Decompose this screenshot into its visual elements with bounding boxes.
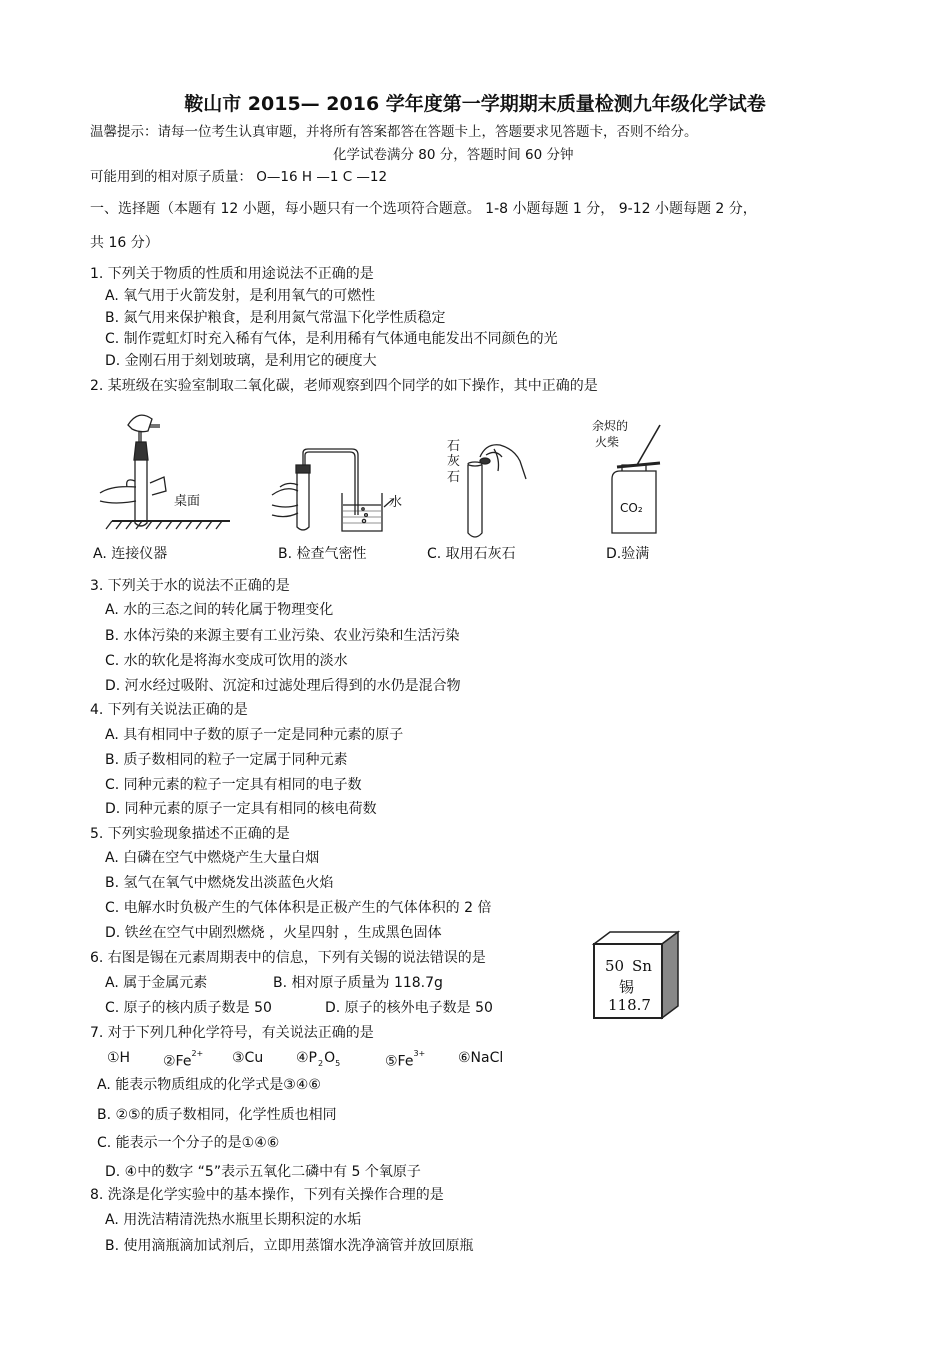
fig-c-take-limestone (468, 445, 526, 537)
fig-c-label-2: 灰 (447, 454, 461, 469)
q7-symbol-6: ⑥NaCl (458, 1050, 504, 1066)
q6-option-d: D. 原子的核外电子数是 50 (325, 1000, 493, 1016)
tile-symbol: Sn (632, 957, 652, 975)
fig-b-check-airtightness (272, 449, 393, 531)
fig-d-check-full (612, 425, 660, 533)
q6-option-a: A. 属于金属元素 (105, 975, 208, 991)
q7-option-d: D. ④中的数字 “5”表示五氧化二磷中有 5 个氧原子 (105, 1164, 421, 1180)
q7-symbol-2: $②Fe^{2+}$ (163, 1049, 204, 1070)
q8-option-a: A. 用洗洁精清洗热水瓶里长期积淀的水垢 (105, 1212, 362, 1228)
q1-option-c: C. 制作霓虹灯时充入稀有气体，是利用稀有气体通电能发出不同颜色的光 (105, 331, 558, 347)
q5-option-a: A. 白磷在空气中燃烧产生大量白烟 (105, 850, 320, 866)
q4-option-a: A. 具有相同中子数的原子一定是同种元素的原子 (105, 727, 404, 743)
q5-option-c: C. 电解水时负极产生的气体体积是正极产生的气体体积的 2 倍 (105, 900, 492, 916)
q1-option-a: A. 氧气用于火箭发射，是利用氧气的可燃性 (105, 288, 376, 304)
q3-option-c: C. 水的软化是将海水变成可饮用的淡水 (105, 653, 348, 669)
fig-d-caption: D.验满 (606, 546, 650, 562)
tin-element-tile (588, 930, 684, 1022)
fig-c-caption: C. 取用石灰石 (427, 546, 516, 562)
fig-d-label-1: 余烬的 (592, 419, 629, 433)
q2-figures (0, 405, 950, 570)
q3-stem: 3. 下列关于水的说法不正确的是 (90, 578, 290, 594)
q7-symbol-4: $④P_2O_5$ (296, 1050, 341, 1068)
fig-a-caption: A. 连接仪器 (93, 546, 168, 562)
q7-symbol-3: ③Cu (232, 1050, 264, 1066)
section-heading: 一、选择题（本题有 12 小题，每小题只有一个选项符合题意。 1-8 小题每题 1 分， 9-12 小题每题 2 分， (90, 201, 757, 217)
q4-stem: 4. 下列有关说法正确的是 (90, 702, 248, 718)
fig-c-label-3: 石 (447, 470, 461, 485)
q4-option-b: B. 质子数相同的粒子一定属于同种元素 (105, 752, 348, 768)
atomic-mass-text: 可能用到的相对原子质量： O—16 H —1 C —12 (90, 169, 388, 185)
q7-stem: 7. 对于下列几种化学符号，有关说法正确的是 (90, 1025, 374, 1041)
q5-option-d: D. 铁丝在空气中剧烈燃烧 ，火星四射 ，生成黑色固体 (105, 925, 442, 941)
tile-mass: 118.7 (608, 996, 651, 1014)
q8-stem: 8. 洗涤是化学实验中的基本操作，下列有关操作合理的是 (90, 1187, 444, 1203)
q3-option-b: B. 水体污染的来源主要有工业污染、农业污染和生活污染 (105, 628, 460, 644)
fig-a-connect-apparatus (100, 415, 230, 529)
fig-b-caption: B. 检查气密性 (278, 546, 367, 562)
fig-d-gas-label: CO₂ (620, 501, 643, 515)
q5-stem: 5. 下列实验现象描述不正确的是 (90, 826, 290, 842)
q1-option-d: D. 金刚石用于刻划玻璃，是利用它的硬度大 (105, 353, 377, 369)
q7-symbol-5: $⑤Fe^{3+}$ (385, 1049, 426, 1070)
q1-stem: 1. 下列关于物质的性质和用途说法不正确的是 (90, 266, 374, 282)
q5-option-b: B. 氢气在氧气中燃烧发出淡蓝色火焰 (105, 875, 334, 891)
q3-option-d: D. 河水经过吸附、沉淀和过滤处理后得到的水仍是混合物 (105, 678, 461, 694)
q8-option-b: B. 使用滴瓶滴加试剂后，立即用蒸馏水洗净滴管并放回原瓶 (105, 1238, 474, 1254)
q4-option-c: C. 同种元素的粒子一定具有相同的电子数 (105, 777, 362, 793)
fig-b-label: 水 (389, 495, 403, 510)
page-title: 鞍山市 2015— 2016 学年度第一学期期末质量检测九年级化学试卷 (184, 93, 766, 115)
notice-text: 温馨提示：请每一位考生认真审题，并将所有答案都答在答题卡上，答题要求见答题卡，否则不给分。 (90, 124, 698, 140)
fig-a-label: 桌面 (174, 494, 201, 509)
fig-c-label-1: 石 (447, 439, 461, 454)
q6-option-b: B. 相对原子质量为 118.7g (273, 975, 443, 991)
score-time-text: 化学试卷满分 80 分，答题时间 60 分钟 (333, 147, 574, 163)
q7-option-c: C. 能表示一个分子的是①④⑥ (97, 1135, 280, 1151)
q3-option-a: A. 水的三态之间的转化属于物理变化 (105, 602, 334, 618)
q4-option-d: D. 同种元素的原子一定具有相同的核电荷数 (105, 801, 377, 817)
tile-atomic-number: 50 (605, 957, 625, 975)
q1-option-b: B. 氮气用来保护粮食，是利用氮气常温下化学性质稳定 (105, 310, 446, 326)
q7-symbol-1: ①H (107, 1050, 131, 1066)
tile-name: 锡 (619, 978, 635, 996)
q6-stem: 6. 右图是锡在元素周期表中的信息，下列有关锡的说法错误的是 (90, 950, 486, 966)
q7-option-b: B. ②⑤的质子数相同，化学性质也相同 (97, 1107, 337, 1123)
q2-stem: 2. 某班级在实验室制取二氧化碳，老师观察到四个同学的如下操作，其中正确的是 (90, 378, 598, 394)
q7-option-a: A. 能表示物质组成的化学式是③④⑥ (97, 1077, 321, 1093)
section-heading-cont: 共 16 分） (90, 235, 159, 251)
q6-option-c: C. 原子的核内质子数是 50 (105, 1000, 272, 1016)
fig-d-label-2: 火柴 (595, 435, 620, 449)
